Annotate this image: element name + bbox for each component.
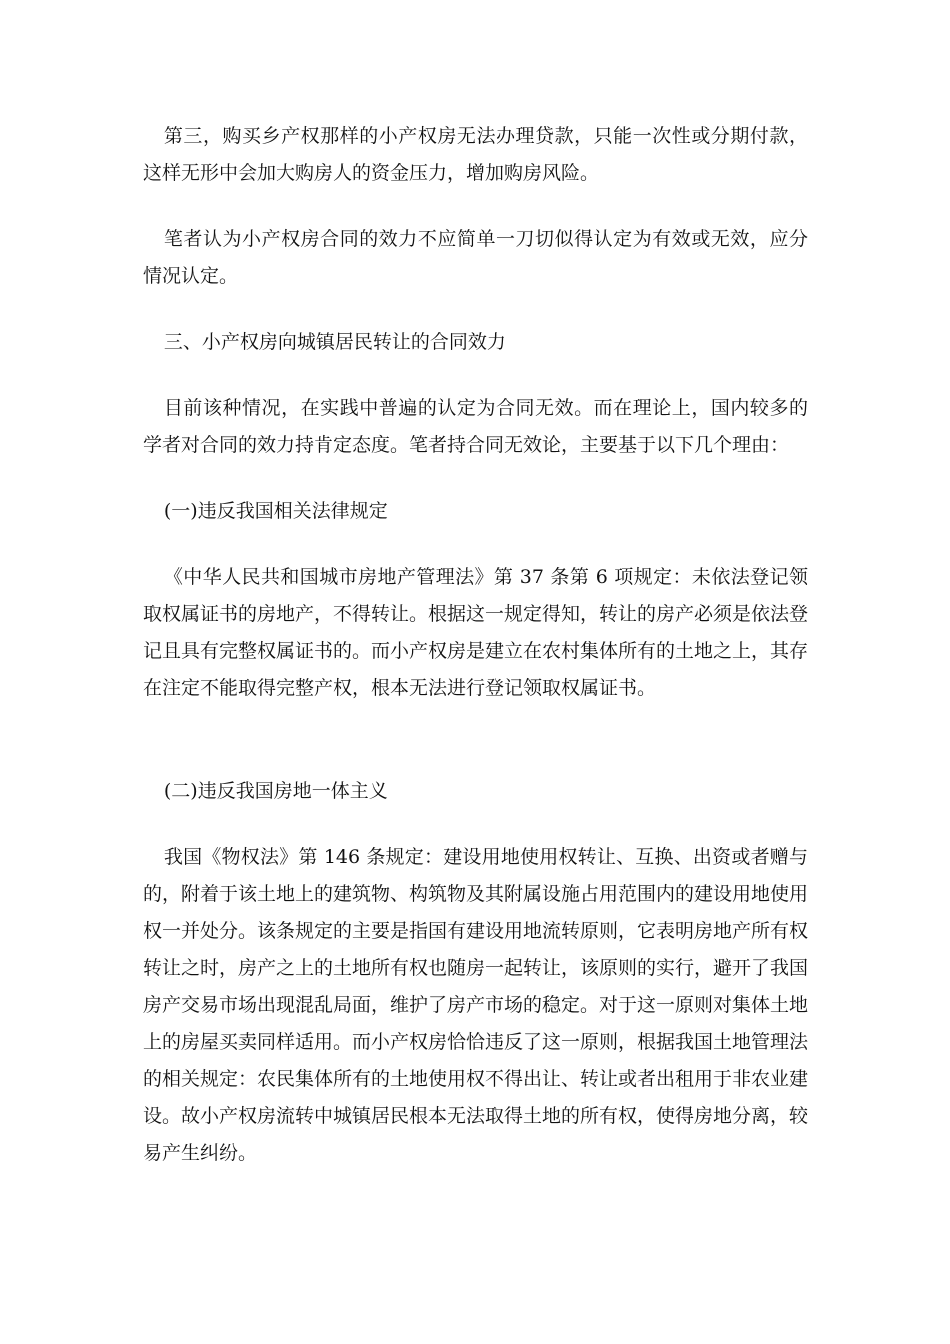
paragraph-property-law: 我国《物权法》第 146 条规定：建设用地使用权转让、互换、出资或者赠与的，附着于该土地上的建筑物、构筑物及其附属设施占用范围内的建设用地使用权一并处分。该条规定的主要是指国有建设用地流转原则，它表明房地产所有权转让之时，房产之上的土地所有权也随房一起转让，该原则的实行，避开了我国房产交易市场出现混乱局面，维护了房产市场的稳定。对于这一原则对集体土地上的房屋买卖同样适用。而小产权房恰恰违反了这一原则，根据我国土地管理法的相关规定：农民集体所有的土地使用权不得出让、转让或者出租用于非农业建设。故小产权房流转中城镇居民根本无法取得土地的所有权，使得房地分离，较易产生纠纷。 [143, 846, 809, 1164]
paragraph-author-opinion: 笔者认为小产权房合同的效力不应简单一刀切似得认定为有效或无效，应分情况认定。 [143, 228, 808, 287]
paragraph-spacer [143, 192, 808, 221]
subsection-heading-1: (一)违反我国相关法律规定 [163, 500, 388, 522]
paragraph-spacer [143, 361, 808, 390]
paragraph-spacer [143, 295, 808, 324]
document-body [143, 118, 808, 1172]
paragraph-real-estate-law: 《中华人民共和国城市房地产管理法》第 37 条第 6 项规定：未依法登记领取权属证书的房地产，不得转让。根据这一规定得知，转让的房产必须是依法登记且具有完整权属证书的。而小产权房是建立在农村集体所有的土地之上，其存在注定不能取得完整产权，根本无法进行登记领取权属证书。 [143, 566, 809, 699]
paragraph-spacer [143, 707, 808, 773]
paragraph-third-reason: 第三，购买乡产权那样的小产权房无法办理贷款，只能一次性或分期付款，这样无形中会加大购房人的资金压力，增加购房风险。 [143, 125, 808, 184]
paragraph-spacer [143, 810, 808, 839]
paragraph-spacer [143, 464, 808, 493]
section-heading-3: 三、小产权房向城镇居民转让的合同效力 [163, 331, 506, 353]
paragraph-current-situation: 目前该种情况，在实践中普遍的认定为合同无效。而在理论上，国内较多的学者对合同的效力持肯定态度。笔者持合同无效论，主要基于以下几个理由： [143, 397, 808, 456]
paragraph-spacer [143, 530, 808, 559]
subsection-heading-2: (二)违反我国房地一体主义 [163, 780, 388, 802]
